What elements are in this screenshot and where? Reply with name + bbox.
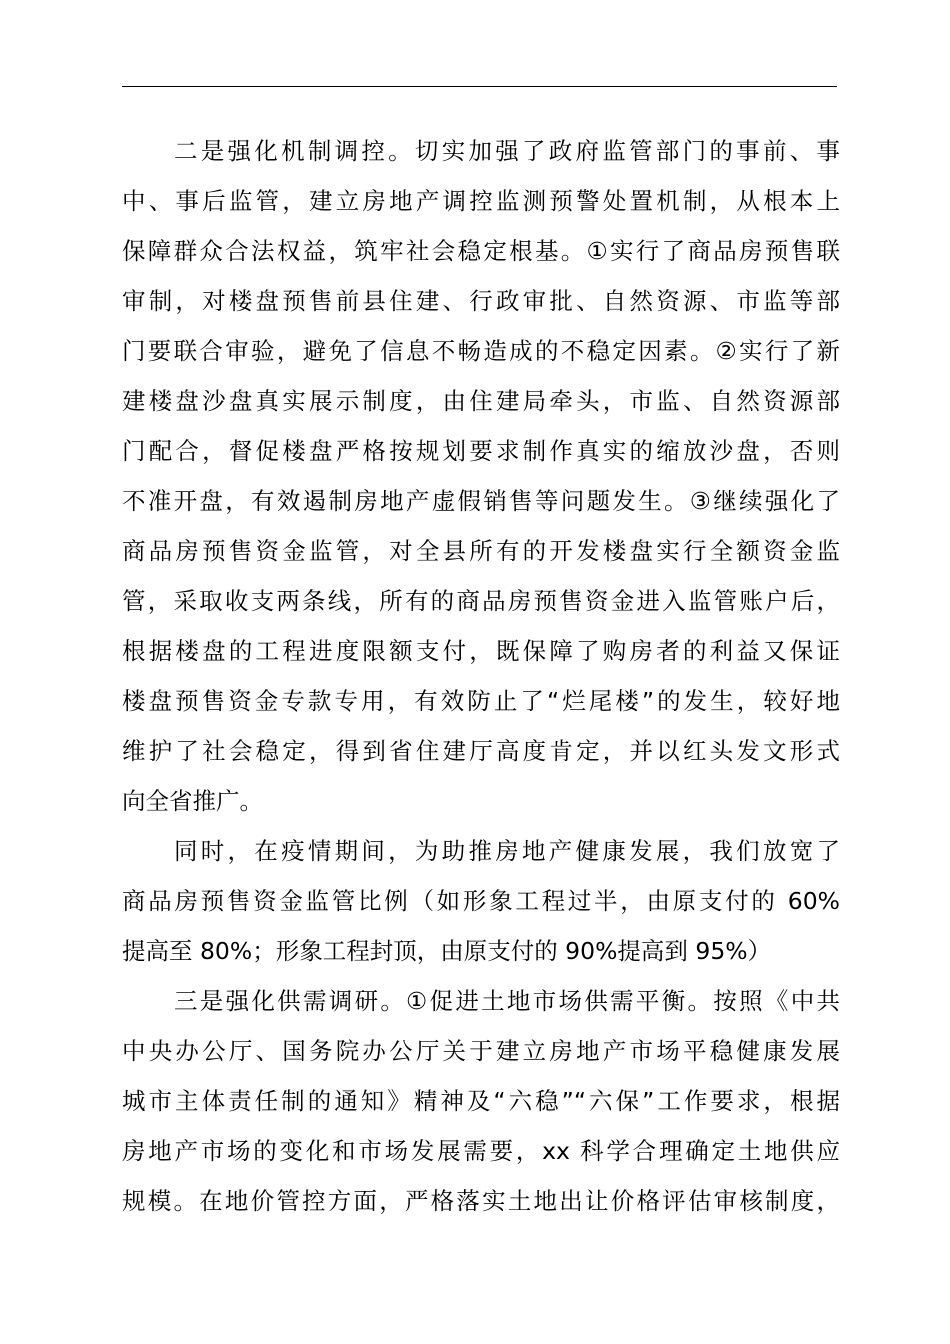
paragraph-line: 商品房预售资金监管比例（如形象工程过半，由原支付的 60% bbox=[122, 887, 840, 915]
paragraph-line: 门要联合审验，避免了信息不畅造成的不稳定因素。②实行了新 bbox=[122, 337, 840, 365]
paragraph-line: 城市主体责任制的通知》精神及“六稳”“六保”工作要求，根据 bbox=[122, 1087, 840, 1115]
paragraph-line: 中央办公厅、国务院办公厅关于建立房地产市场平稳健康发展 bbox=[122, 1037, 840, 1065]
header-rule bbox=[122, 86, 837, 87]
body-text bbox=[122, 126, 840, 1226]
paragraph-line: 管，采取收支两条线，所有的商品房预售资金进入监管账户后， bbox=[122, 587, 840, 615]
paragraph-line: 不准开盘，有效遏制房地产虚假销售等问题发生。③继续强化了 bbox=[122, 487, 840, 515]
paragraph-line: 提高至 80%；形象工程封顶，由原支付的 90%提高到 95%） bbox=[122, 937, 772, 965]
paragraph-line: 三是强化供需调研。①促进土地市场供需平衡。按照《中共 bbox=[174, 987, 840, 1015]
paragraph-line: 中、事后监管，建立房地产调控监测预警处置机制，从根本上 bbox=[122, 187, 840, 215]
paragraph-line: 根据楼盘的工程进度限额支付，既保障了购房者的利益又保证 bbox=[122, 637, 840, 665]
paragraph-line: 审制，对楼盘预售前县住建、行政审批、自然资源、市监等部 bbox=[122, 287, 840, 315]
paragraph-line: 保障群众合法权益，筑牢社会稳定根基。①实行了商品房预售联 bbox=[122, 237, 840, 265]
paragraph-line: 门配合，督促楼盘严格按规划要求制作真实的缩放沙盘，否则 bbox=[122, 437, 840, 465]
paragraph-line: 房地产市场的变化和市场发展需要，xx 科学合理确定土地供应 bbox=[122, 1137, 840, 1165]
paragraph-line: 规模。在地价管控方面，严格落实土地出让价格评估审核制度， bbox=[122, 1187, 840, 1215]
paragraph-line: 维护了社会稳定，得到省住建厅高度肯定，并以红头发文形式 bbox=[122, 737, 840, 765]
paragraph-line: 向全省推广。 bbox=[122, 787, 263, 815]
paragraph-line: 建楼盘沙盘真实展示制度，由住建局牵头，市监、自然资源部 bbox=[122, 387, 840, 415]
paragraph-line: 二是强化机制调控。切实加强了政府监管部门的事前、事 bbox=[174, 137, 840, 165]
paragraph-line: 楼盘预售资金专款专用，有效防止了“烂尾楼”的发生，较好地 bbox=[122, 687, 840, 715]
paragraph-line: 同时，在疫情期间，为助推房地产健康发展，我们放宽了 bbox=[174, 837, 840, 865]
paragraph-line: 商品房预售资金监管，对全县所有的开发楼盘实行全额资金监 bbox=[122, 537, 840, 565]
